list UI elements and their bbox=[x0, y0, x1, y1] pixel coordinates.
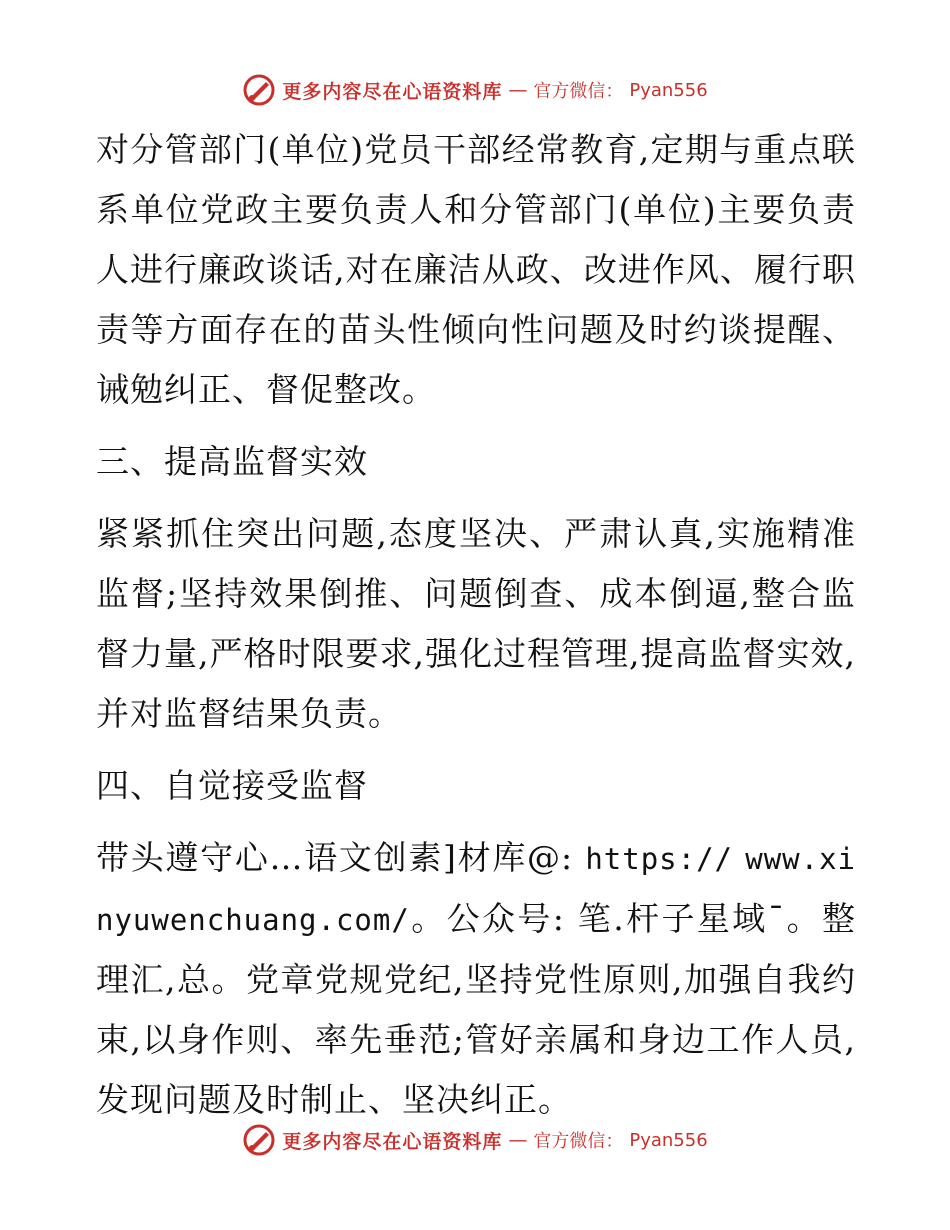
heading-section-4: 四、自觉接受监督 bbox=[96, 766, 368, 805]
banner-dash: — bbox=[508, 79, 528, 101]
banner-dash: — bbox=[508, 1129, 528, 1151]
brush-logo-icon bbox=[242, 1123, 276, 1157]
banner-official-label: 官方微信： bbox=[533, 81, 624, 102]
paragraph-supervision-effect: 紧紧抓住突出问题,态度坚决、严肃认真,实施精准监督;坚持效果倒推、问题倒查、成本倒逼,整合监督力量,严格时限要求,强化过程管理,提高监督实效,并对监督结果负责。 bbox=[96, 514, 856, 733]
watermark-banner-top bbox=[0, 70, 950, 110]
banner-official-label: 官方微信： bbox=[533, 1131, 624, 1152]
url-part-2: www.xinyuwenchuang.com/ bbox=[96, 842, 856, 937]
document-body bbox=[96, 120, 856, 1142]
url-part-1: https:// bbox=[585, 842, 734, 876]
paragraph-accept-supervision bbox=[96, 828, 856, 1130]
banner-text: 更多内容尽在心语资料库 bbox=[282, 1130, 503, 1153]
paragraph-4-body: 。公众号: 笔.杆子星域¯。整理汇,总。党章党规党纪,坚持党性原则,加强自我约束,以身作则、率先垂范;管好亲属和身边工作人员,发现问题及时制止、坚决纠正。 bbox=[96, 899, 856, 1119]
banner-text: 更多内容尽在心语资料库 bbox=[282, 80, 503, 103]
brush-logo-icon bbox=[242, 73, 276, 107]
watermark-banner-bottom bbox=[0, 1120, 950, 1160]
heading-section-3: 三、提高监督实效 bbox=[96, 442, 368, 481]
paragraph-4-lead: 带头遵守心…语文创素]材库@: bbox=[96, 838, 586, 877]
banner-wechat-id: Pyan556 bbox=[629, 1129, 708, 1151]
banner-wechat-id: Pyan556 bbox=[629, 79, 708, 101]
paragraph-education: 对分管部门(单位)党员干部经常教育,定期与重点联系单位党政主要负责人和分管部门(单位)主要负责人进行廉政谈话,对在廉洁从政、改进作风、履行职责等方面存在的苗头性倾向性问题及时约谈提醒、诫勉纠正、督促整改。 bbox=[96, 130, 856, 409]
